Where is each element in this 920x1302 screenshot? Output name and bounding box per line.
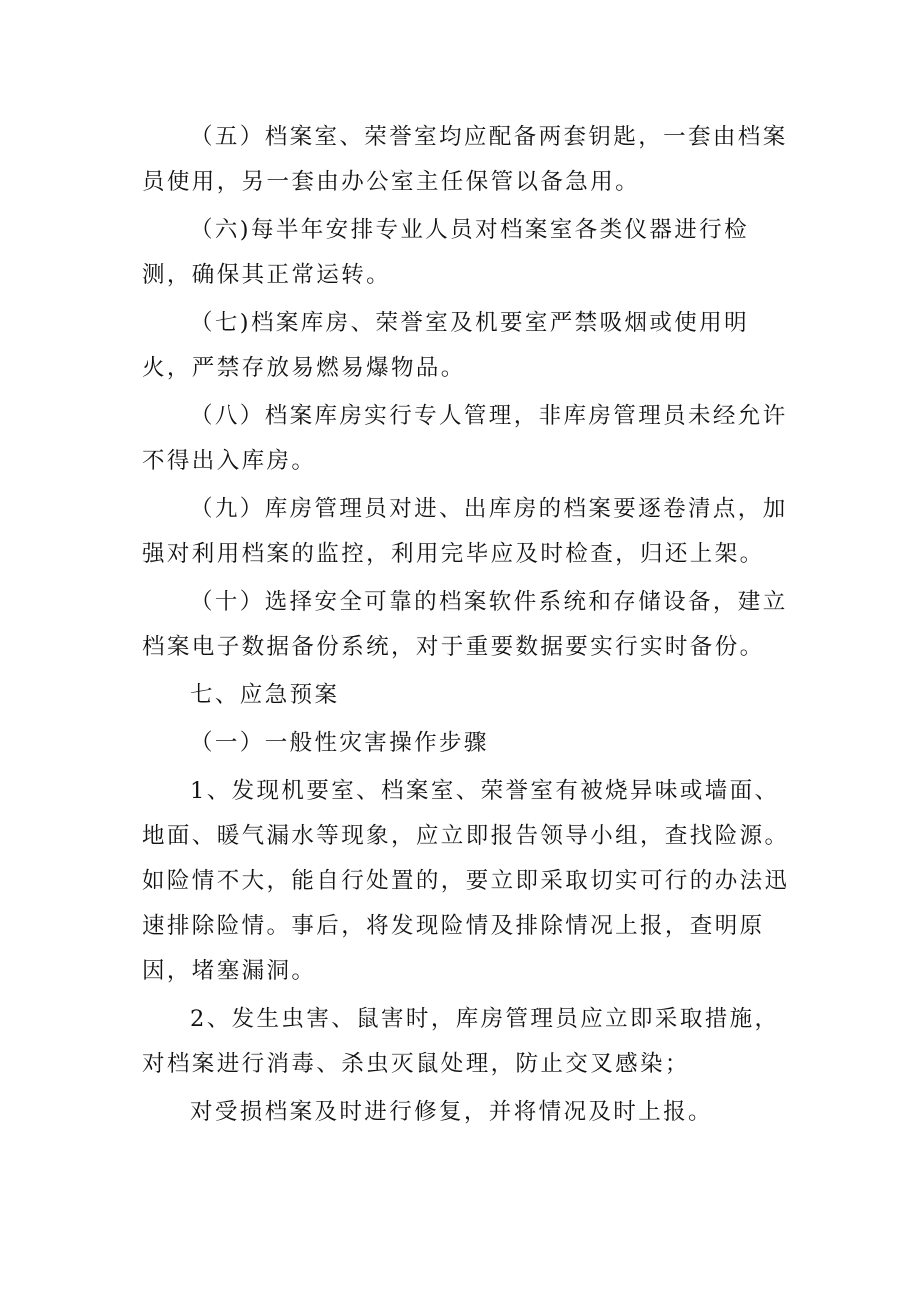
paragraph-10: （十）选择安全可靠的档案软件系统和存储设备，建立档案电子数据备份系统，对于重要数据要实行实时备份。: [142, 589, 788, 660]
document-body: [142, 115, 792, 1135]
section-heading-emergency-plan: 七、应急预案: [190, 682, 340, 708]
paragraph-7: （七)档案库房、荣誉室及机要室严禁吸烟或使用明火，严禁存放易燃易爆物品。: [142, 310, 749, 381]
paragraph-8: （八）档案库房实行专人管理，非库房管理员未经允许不得出入库房。: [142, 403, 788, 474]
step-2-paragraph: 2、发生虫害、鼠害时，库房管理员应立即采取措施，对档案进行消毒、杀虫灭鼠处理，防止交叉感染；: [142, 1006, 780, 1077]
paragraph-5: （五）档案室、荣誉室均应配备两套钥匙，一套由档案员使用，另一套由办公室主任保管以备急用。: [142, 124, 788, 195]
step-1-paragraph: 1、发现机要室、档案室、荣誉室有被烧异味或墙面、地面、暖气漏水等现象，应立即报告领导小组，查找险源。如险情不大，能自行处置的，要立即采取切实可行的办法迅速排除险情。事后，将发现险情及排除情况上报，查明原因，堵塞漏洞。: [142, 778, 790, 984]
paragraph-6: （六)每半年安排专业人员对档案室各类仪器进行检测，确保其正常运转。: [142, 217, 749, 288]
repair-paragraph: 对受损档案及时进行修复，并将情况及时上报。: [190, 1099, 713, 1125]
subsection-heading-general-disaster: （一）一般性灾害操作步骤: [190, 730, 489, 756]
paragraph-9: （九）库房管理员对进、出库房的档案要逐卷清点，加强对利用档案的监控，利用完毕应及时检查，归还上架。: [142, 496, 788, 567]
